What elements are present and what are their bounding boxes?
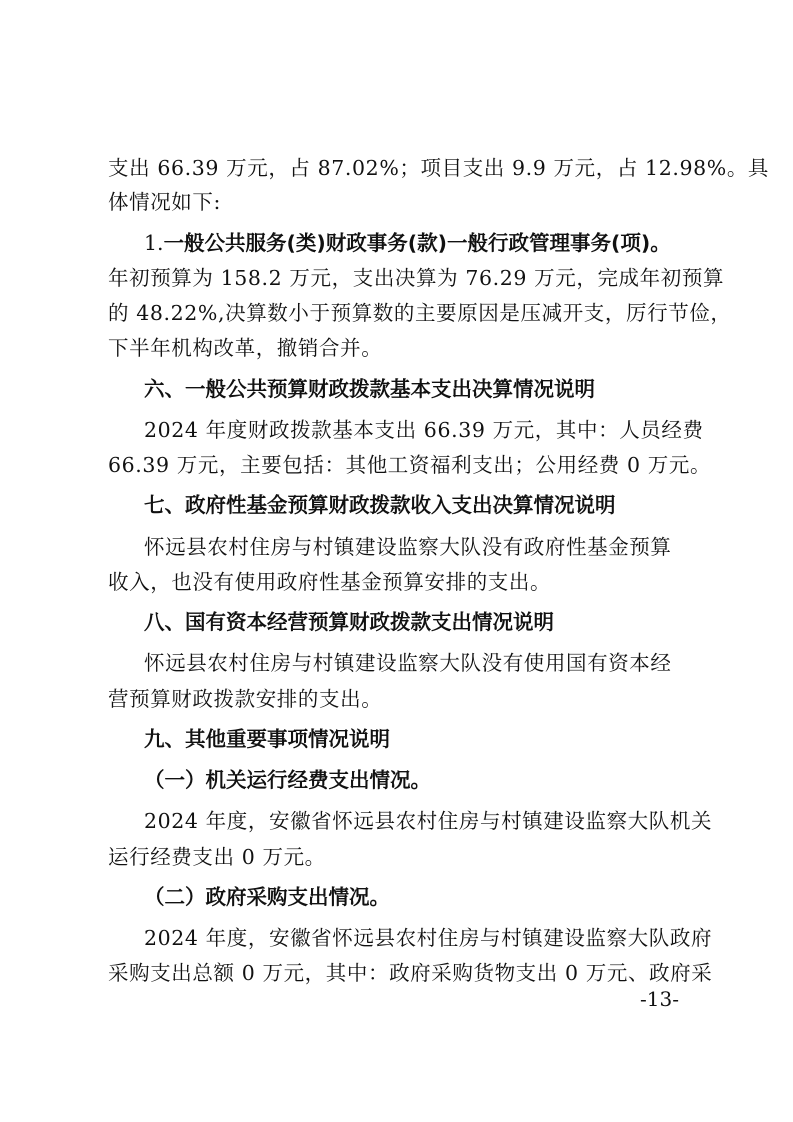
paragraph-line: 营预算财政拨款安排的支出。 bbox=[108, 687, 383, 711]
paragraph-line: 下半年机构改革，撤销合并。 bbox=[108, 336, 383, 360]
subsection-title-text: 一般公共服务(类)财政事务(款)一般行政管理事务(项)。 bbox=[163, 231, 671, 255]
paragraph-line: 怀远县农村住房与村镇建设监察大队没有政府性基金预算 bbox=[144, 535, 672, 559]
section-heading: 八、国有资本经营预算财政拨款支出情况说明 bbox=[144, 610, 554, 634]
section-heading: 七、政府性基金预算财政拨款收入支出决算情况说明 bbox=[144, 493, 616, 517]
subsection-number: 1. bbox=[144, 231, 164, 255]
subsection-heading: （二）政府采购支出情况。 bbox=[144, 885, 390, 909]
paragraph-line: 收入，也没有使用政府性基金预算安排的支出。 bbox=[108, 570, 552, 594]
paragraph-line: 体情况如下: bbox=[108, 190, 222, 214]
page-number: -13- bbox=[640, 987, 679, 1011]
paragraph-line: 运行经费支出 0 万元。 bbox=[108, 845, 326, 869]
paragraph-line: 支出 66.39 万元，占 87.02%；项目支出 9.9 万元，占 12.98%。具 bbox=[108, 156, 770, 180]
paragraph-line: 2024 年度，安徽省怀远县农村住房与村镇建设监察大队政府 bbox=[144, 926, 713, 950]
paragraph-line: 的 48.22%,决算数小于预算数的主要原因是压减开支，厉行节俭， bbox=[108, 301, 732, 325]
paragraph-line: 年初预算为 158.2 万元，支出决算为 76.29 万元，完成年初预算 bbox=[108, 266, 725, 290]
section-heading: 六、一般公共预算财政拨款基本支出决算情况说明 bbox=[144, 377, 595, 401]
subsection-title bbox=[0, 226, 793, 260]
paragraph-line: 66.39 万元，主要包括：其他工资福利支出；公用经费 0 万元。 bbox=[108, 453, 712, 477]
paragraph-line: 怀远县农村住房与村镇建设监察大队没有使用国有资本经 bbox=[144, 651, 672, 675]
section-heading: 九、其他重要事项情况说明 bbox=[144, 727, 390, 751]
paragraph-line: 采购支出总额 0 万元，其中：政府采购货物支出 0 万元、政府采 bbox=[108, 961, 713, 985]
paragraph-line: 2024 年度财政拨款基本支出 66.39 万元，其中：人员经费 bbox=[144, 418, 704, 442]
subsection-heading: （一）机关运行经费支出情况。 bbox=[144, 768, 431, 792]
paragraph-line: 2024 年度，安徽省怀远县农村住房与村镇建设监察大队机关 bbox=[144, 809, 713, 833]
